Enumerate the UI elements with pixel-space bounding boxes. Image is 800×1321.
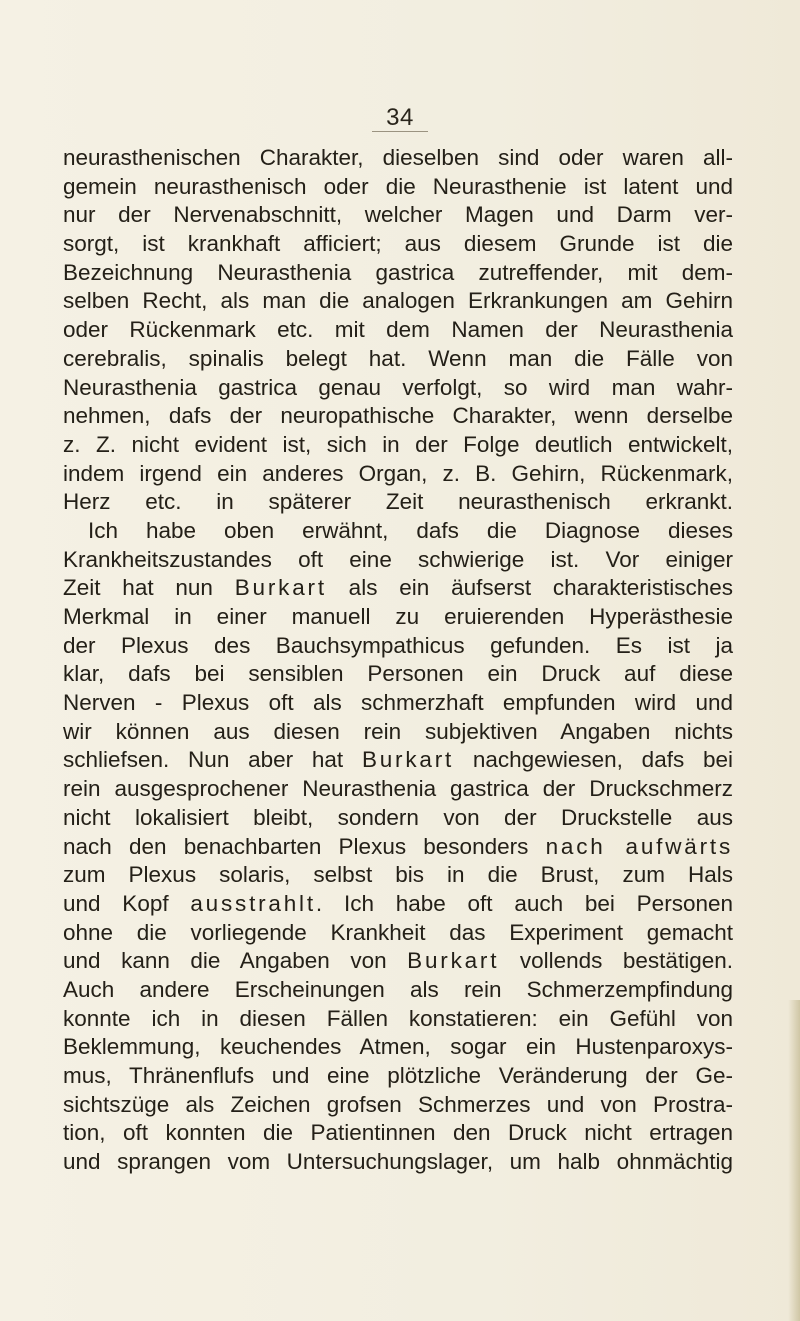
text-line (63, 345, 733, 374)
text-line (63, 1091, 733, 1120)
text-line (63, 546, 733, 575)
text-line (63, 775, 733, 804)
text-segment: neurasthenischen Charakter, dieselben sind oder waren all- (63, 145, 733, 170)
text-line (63, 746, 733, 775)
text-segment: der Plexus des Bauchsympathicus gefunden. Es ist ja (63, 632, 733, 658)
text-segment: Zeit hat nun (63, 575, 235, 601)
page-number: 34 (386, 104, 414, 131)
text-segment: mus, Thränenflufs und eine plötzliche Veränderung der Ge- (63, 1063, 733, 1088)
text-segment: zum Plexus solaris, selbst bis in die Brust, zum Hals (63, 862, 733, 888)
text-segment: cerebralis, spinalis belegt hat. Wenn man die Fälle von (63, 345, 733, 371)
text-segment: und kann die Angaben von (63, 948, 408, 974)
text-segment: nehmen, dafs der neuropathische Charakter, wenn derselbe (63, 403, 733, 429)
text-segment: und sprangen vom Untersuchungslager, um halb ohnmächtig (63, 1149, 733, 1175)
emphasized-text: Burkart (361, 747, 455, 773)
text-segment: sorgt, ist krankhaft afficiert; aus diesem Grunde ist die (63, 231, 733, 257)
text-segment: nachgewiesen, dafs bei (454, 747, 733, 773)
text-line (63, 660, 733, 689)
text-line (63, 947, 733, 976)
text-line (63, 460, 733, 489)
text-line (63, 259, 733, 288)
text-segment: nur der Nervenabschnitt, welcher Magen und Darm ver- (63, 202, 733, 228)
text-line (63, 1062, 733, 1091)
text-segment: und Kopf (63, 890, 191, 916)
emphasized-text: Burkart (407, 948, 500, 974)
text-segment: als ein äufserst charakteristisches (326, 575, 733, 601)
text-line (63, 1119, 733, 1148)
text-line (63, 287, 733, 316)
body-text (63, 144, 733, 1177)
page-edge-shadow (788, 1000, 800, 1321)
text-line (63, 1148, 733, 1177)
text-segment: Ich habe oben erwähnt, dafs die Diagnose dieses (88, 517, 733, 543)
text-line (63, 402, 733, 431)
text-line (63, 316, 733, 345)
text-segment: tion, oft konnten die Patientinnen den Druck nicht ertragen (63, 1120, 733, 1146)
text-segment: rein ausgesprochener Neurasthenia gastrica der Druckschmerz (63, 776, 733, 802)
text-line (63, 718, 733, 747)
page-number-rule (372, 131, 428, 132)
text-line (63, 919, 733, 948)
text-line (63, 632, 733, 661)
text-segment: ohne die vorliegende Krankheit das Experiment gemacht (63, 919, 733, 945)
text-line (63, 374, 733, 403)
text-line (63, 201, 733, 230)
text-line (63, 173, 733, 202)
text-segment: nach den benachbarten Plexus besonders (63, 833, 546, 859)
text-segment: klar, dafs bei sensiblen Personen ein Druck auf diese (63, 661, 733, 687)
text-segment: Beklemmung, keuchendes Atmen, sogar ein Hustenparoxys- (63, 1034, 733, 1060)
emphasized-text: Burkart (234, 575, 327, 601)
text-segment: Bezeichnung Neurasthenia gastrica zutreffender, mit dem- (63, 259, 733, 285)
text-line (63, 230, 733, 259)
text-line (63, 431, 733, 460)
text-line (63, 804, 733, 833)
text-line (63, 1005, 733, 1034)
text-line (63, 574, 733, 603)
text-line (63, 517, 733, 546)
text-segment: z. Z. nicht evident ist, sich in der Folge deutlich entwickelt, (63, 431, 733, 457)
text-segment: konnte ich in diesen Fällen konstatieren: ein Gefühl von (63, 1005, 733, 1031)
text-line (63, 488, 733, 517)
text-line (63, 890, 733, 919)
text-segment: wir können aus diesen rein subjektiven Angaben nichts (63, 718, 733, 744)
text-segment: indem irgend ein anderes Organ, z. B. Gehirn, Rückenmark, (63, 460, 733, 486)
text-segment: vollends bestätigen. (499, 948, 733, 974)
text-line (63, 1033, 733, 1062)
text-line (63, 603, 733, 632)
text-line (63, 976, 733, 1005)
text-segment: Herz etc. in späterer Zeit neurasthenisch erkrankt. (63, 489, 733, 515)
text-segment: Nerven - Plexus oft als schmerzhaft empfunden wird und (63, 690, 733, 716)
text-line (63, 861, 733, 890)
text-segment: . Ich habe oft auch bei Personen (315, 890, 733, 916)
text-segment: Krankheitszustandes oft eine schwierige ist. Vor einiger (63, 546, 733, 572)
text-line (63, 833, 733, 862)
text-segment: sichtszüge als Zeichen grofsen Schmerzes und von Prostra- (63, 1091, 733, 1117)
text-segment: Auch andere Erscheinungen als rein Schmerzempfindung (63, 976, 733, 1002)
text-segment: Merkmal in einer manuell zu eruierenden Hyperästhesie (63, 604, 733, 629)
emphasized-text: ausstrahlt (190, 890, 316, 916)
text-segment: schliefsen. Nun aber hat (63, 747, 362, 773)
text-line (63, 689, 733, 718)
emphasized-text: nach aufwärts (545, 833, 733, 859)
text-segment: gemein neurasthenisch oder die Neurasthenie ist latent und (63, 173, 733, 199)
text-segment: Neurasthenia gastrica genau verfolgt, so wird man wahr- (63, 374, 733, 400)
text-segment: selben Recht, als man die analogen Erkrankungen am Gehirn (63, 288, 733, 314)
text-segment: nicht lokalisiert bleibt, sondern von der Druckstelle aus (63, 804, 733, 830)
text-segment: oder Rückenmark etc. mit dem Namen der Neurasthenia (63, 317, 733, 343)
text-line (63, 144, 733, 173)
